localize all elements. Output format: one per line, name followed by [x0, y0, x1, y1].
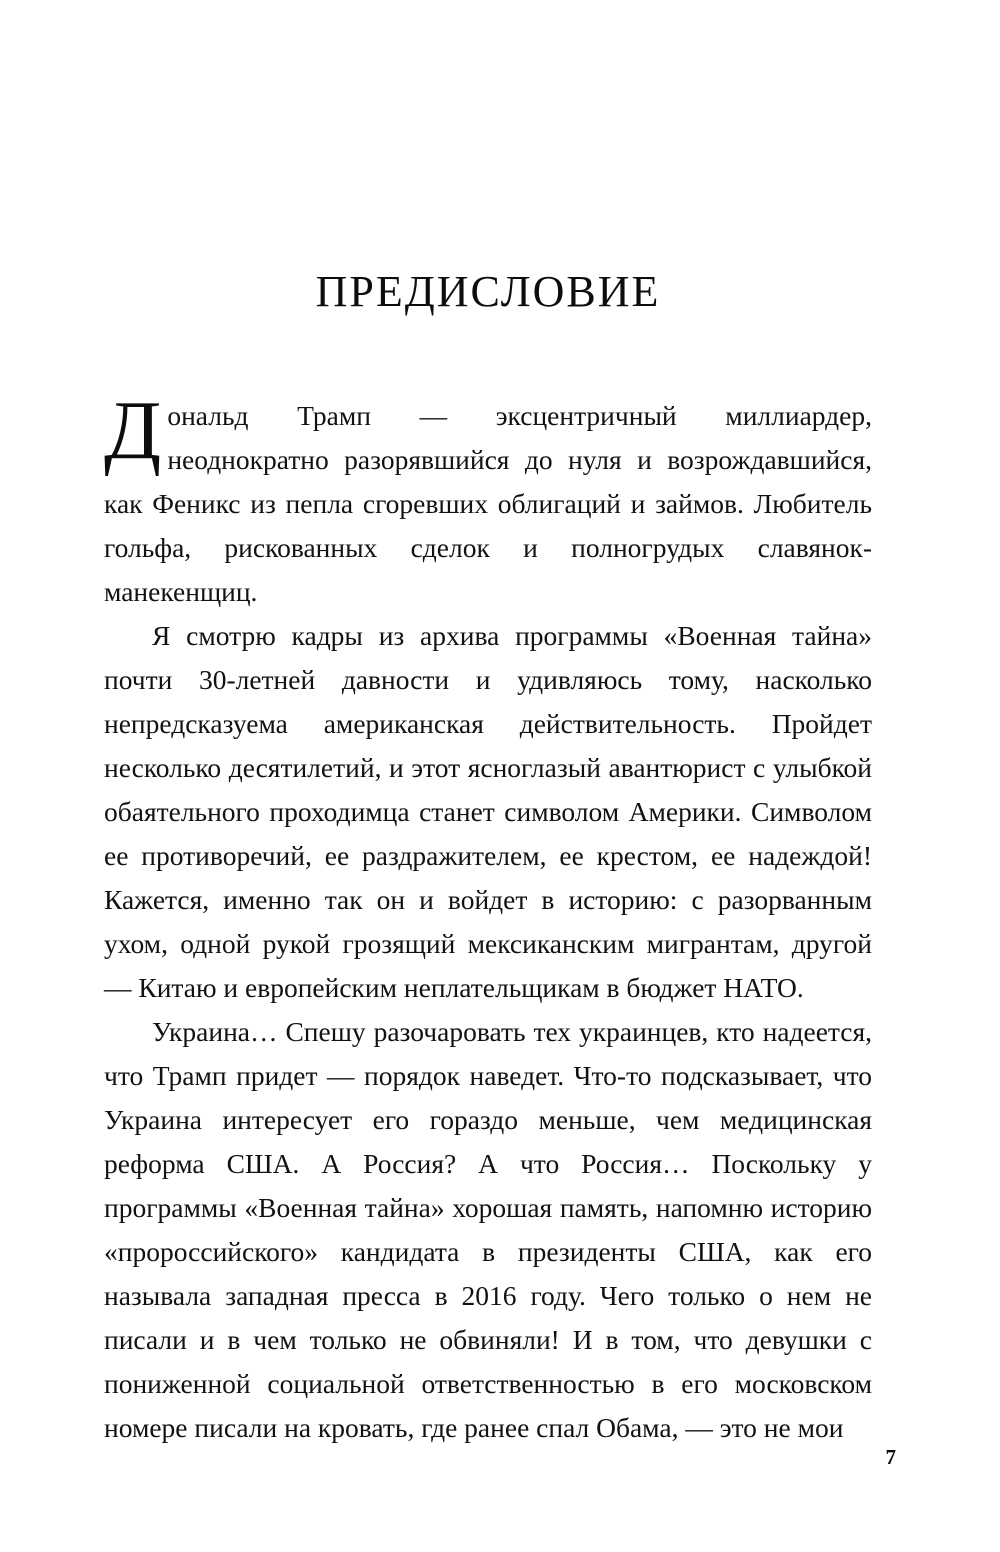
- page-title: ПРЕДИСЛОВИЕ: [315, 267, 661, 316]
- paragraph-1-text: ональд Трамп — эксцентричный миллиардер, неоднократно разорявшийся до нуля и возрождавшийся, как Феникс из пепла сгоревших облигаций и займов. Любитель гольфа, рискованных сделок и полногрудых славянок-манекенщиц.: [104, 400, 872, 608]
- page-number: 7: [885, 1445, 896, 1469]
- page-content: [104, 0, 872, 1450]
- drop-cap: Д: [104, 384, 162, 478]
- paragraph-2: [104, 614, 872, 1010]
- body-text: [104, 384, 872, 1450]
- paragraph-3: [104, 1010, 872, 1450]
- paragraph-3-text: Украина… Спешу разочаровать тех украинцев, кто надеется, что Трамп придет — порядок наведет. Что-то подсказывает, что Украина интересует его гораздо меньше, чем медицинская реформа США. А Россия? А что Россия… Поскольку у программы «Военная тайна» хорошая память, напомню историю «пророссийского» кандидата в президенты США, как его называла западная пресса в 2016 году. Чего только о нем не писали и в чем только не обвиняли! И в том, что девушки с пониженной социальной ответственностью в его московском номере писали на кровать, где ранее спал Обама, — это не мои: [104, 1016, 872, 1444]
- paragraph-2-text: Я смотрю кадры из архива программы «Военная тайна» почти 30-летней давности и удивляюсь тому, насколько непредсказуема американская действительность. Пройдет несколько десятилетий, и этот ясноглазый авантюрист с улыбкой обаятельного проходимца станет символом Америки. Символом ее противоречий, ее раздражителем, ее крестом, ее надеждой! Кажется, именно так он и войдет в историю: с разорванным ухом, одной рукой грозящий мексиканским мигрантам, другой — Китаю и европейским неплательщикам в бюджет НАТО.: [104, 620, 872, 1004]
- paragraph-1: [104, 384, 872, 614]
